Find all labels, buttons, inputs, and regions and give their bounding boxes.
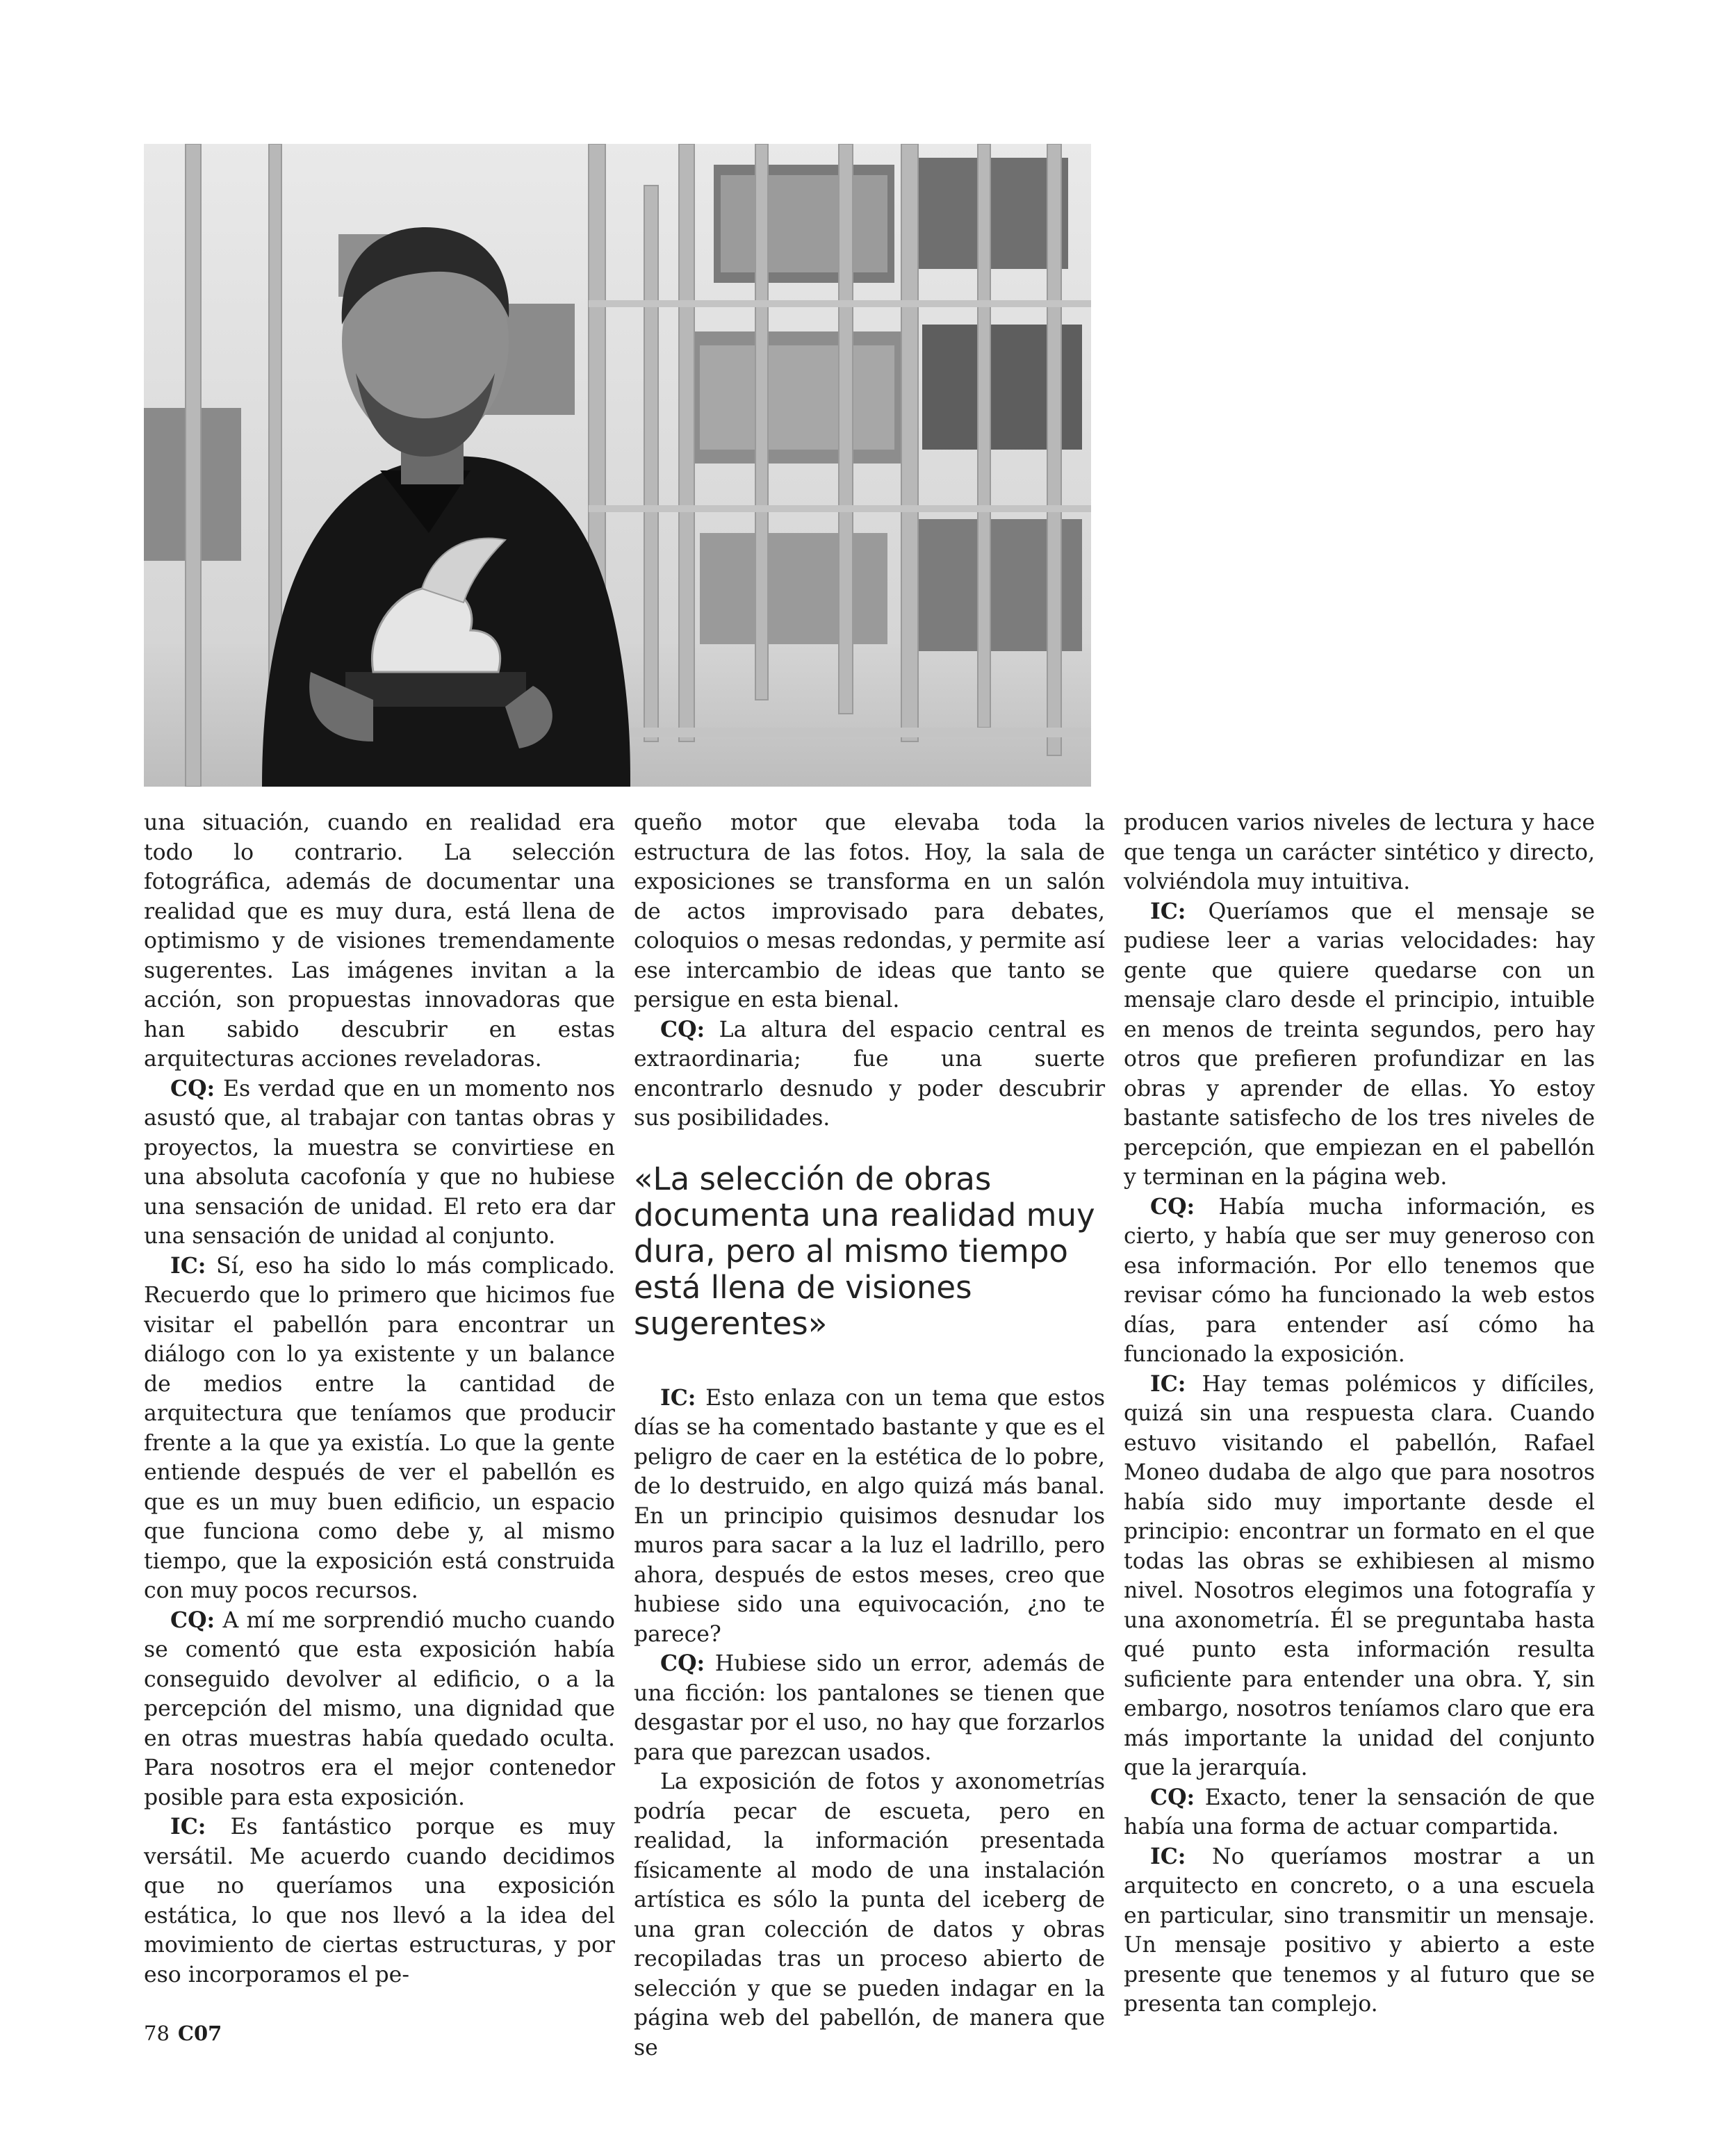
page-number: 78	[144, 2022, 170, 2045]
interview-photo	[144, 144, 1091, 787]
paragraph: La exposición de fotos y axonometrías podría pecar de escueta, pero en realidad, la información presentada físicamente al modo de una instalación artística es sólo la punta del iceberg de una gran colección de datos y obras recopiladas tras un proceso abierto de selección y que se pueden indagar en la página web del pabellón, de manera que se	[634, 1769, 1105, 2060]
paragraph: IC: Esto enlaza con un tema que estos días se ha comentado bastante y que es el peligro de caer en la estética de lo pobre, de lo destruido, en algo quizá más banal. En un principio quisimos desnudar los muros para sacar a la luz el ladrillo, pero ahora, después de estos meses, creo que hubiese sido una equivocación, ¿no te parece?	[634, 1384, 1105, 1647]
speaker-label: IC:	[1150, 898, 1186, 924]
speaker-label: CQ:	[660, 1016, 705, 1042]
text-column-1	[144, 808, 615, 1990]
speaker-label: IC:	[170, 1252, 206, 1279]
paragraph: CQ: A mí me sorprendió mucho cuando se comentó que esta exposición había conseguido devolver al edificio, o a la percepción del mismo, una dignidad que en otras muestras había quedado oculta. Para nosotros era el mejor contenedor posible para esta exposición.	[144, 1607, 615, 1810]
speaker-label: IC:	[1150, 1843, 1186, 1869]
speaker-label: CQ:	[1150, 1193, 1195, 1220]
paragraph: IC: No queríamos mostrar a un arquitecto en concreto, o a una escuela en particular, sino transmitir un mensaje. Un mensaje positivo y abierto a este presente que tenemos y al futuro que se presenta tan complejo.	[1124, 1843, 1595, 2017]
paragraph: CQ: Hubiese sido un error, además de una ficción: los pantalones se tienen que desgastar por el uso, no hay que forzarlos para que parezcan usados.	[634, 1650, 1105, 1765]
speaker-label: IC:	[1150, 1370, 1186, 1397]
paragraph: CQ: La altura del espacio central es extraordinaria; fue una suerte encontrarlo desnudo y poder descubrir sus posibilidades.	[634, 1016, 1105, 1131]
speaker-label: IC:	[170, 1814, 206, 1839]
paragraph: CQ: Es verdad que en un momento nos asustó que, al trabajar con tantas obras y proyectos, la muestra se convirtiese en una absoluta cacofonía y que no hubiese una sensación de unidad. El reto era dar una sensación de unidad al conjunto.	[144, 1075, 615, 1249]
pull-quote: «La selección de obras documenta una realidad muy dura, pero al mismo tiempo está llena de visiones sugerentes»	[634, 1160, 1095, 1342]
paragraph: CQ: Exacto, tener la sensación de que había una forma de actuar compartida.	[1124, 1784, 1595, 1839]
photo-illustration	[144, 144, 1091, 787]
text-column-2	[634, 808, 1105, 2063]
page-folio	[144, 2022, 222, 2045]
speaker-label: CQ:	[660, 1650, 705, 1676]
paragraph: producen varios niveles de lectura y hace que tenga un carácter sintético y directo, volviéndola muy intuitiva.	[1124, 810, 1595, 894]
paragraph: CQ: Había mucha información, es cierto, y había que ser muy generoso con esa información. Por ello tenemos que revisar cómo ha funcionado la web estos días, para entender así cómo ha funcionado la exposición.	[1124, 1193, 1595, 1367]
speaker-label: CQ:	[170, 1075, 215, 1101]
issue-label: C07	[177, 2022, 222, 2045]
paragraph: IC: Es fantástico porque es muy versátil. Me acuerdo cuando decidimos que no queríamos una exposición estática, lo que nos llevó a la idea del movimiento de ciertas estructuras, y por eso incorporamos el pe-	[144, 1814, 615, 1987]
paragraph: una situación, cuando en realidad era todo lo contrario. La selección fotográfica, además de documentar una realidad que es muy dura, está llena de optimismo y de visiones tremendamente sugerentes. Las imágenes invitan a la acción, son propuestas innovadoras que han sabido descubrir en estas arquitecturas acciones reveladoras.	[144, 810, 615, 1072]
paragraph: IC: Sí, eso ha sido lo más complicado. Recuerdo que lo primero que hicimos fue visitar el pabellón para encontrar un diálogo con lo ya existente y un balance de medios entre la cantidad de arquitectura que teníamos que producir frente a la que ya existía. Lo que la gente entiende después de ver el pabellón es que es un muy buen edificio, un espacio que funciona como debe y, al mismo tiempo, que la exposición está construida con muy pocos recursos.	[144, 1252, 615, 1603]
paragraph: IC: Queríamos que el mensaje se pudiese leer a varias velocidades: hay gente que quiere quedarse con un mensaje claro desde el principio, intuible en menos de treinta segundos, pero hay otros que prefieren profundizar en las obras y aprender de ellas. Yo estoy bastante satisfecho de los tres niveles de percepción, que empiezan en el pabellón y terminan en la página web.	[1124, 898, 1595, 1190]
text-column-3	[1124, 808, 1595, 2019]
speaker-label: CQ:	[1150, 1784, 1195, 1810]
paragraph: queño motor que elevaba toda la estructura de las fotos. Hoy, la sala de exposiciones se transforma en un salón de actos improvisado para debates, coloquios o mesas redondas, y permite así ese intercambio de ideas que tanto se persigue en esta bienal.	[634, 810, 1105, 1012]
speaker-label: CQ:	[170, 1607, 215, 1633]
speaker-label: IC:	[660, 1384, 696, 1411]
paragraph: IC: Hay temas polémicos y difíciles, quizá sin una respuesta clara. Cuando estuvo visitando el pabellón, Rafael Moneo dudaba de algo que para nosotros había sido muy importante desde el principio: encontrar un formato en el que todas las obras se exhibiesen al mismo nivel. Nosotros elegimos una fotografía y una axonometría. Él se preguntaba hasta qué punto esta información resulta suficiente para entender una obra. Y, sin embargo, nosotros teníamos claro que era más importante la unidad del conjunto que la jerarquía.	[1124, 1370, 1595, 1780]
